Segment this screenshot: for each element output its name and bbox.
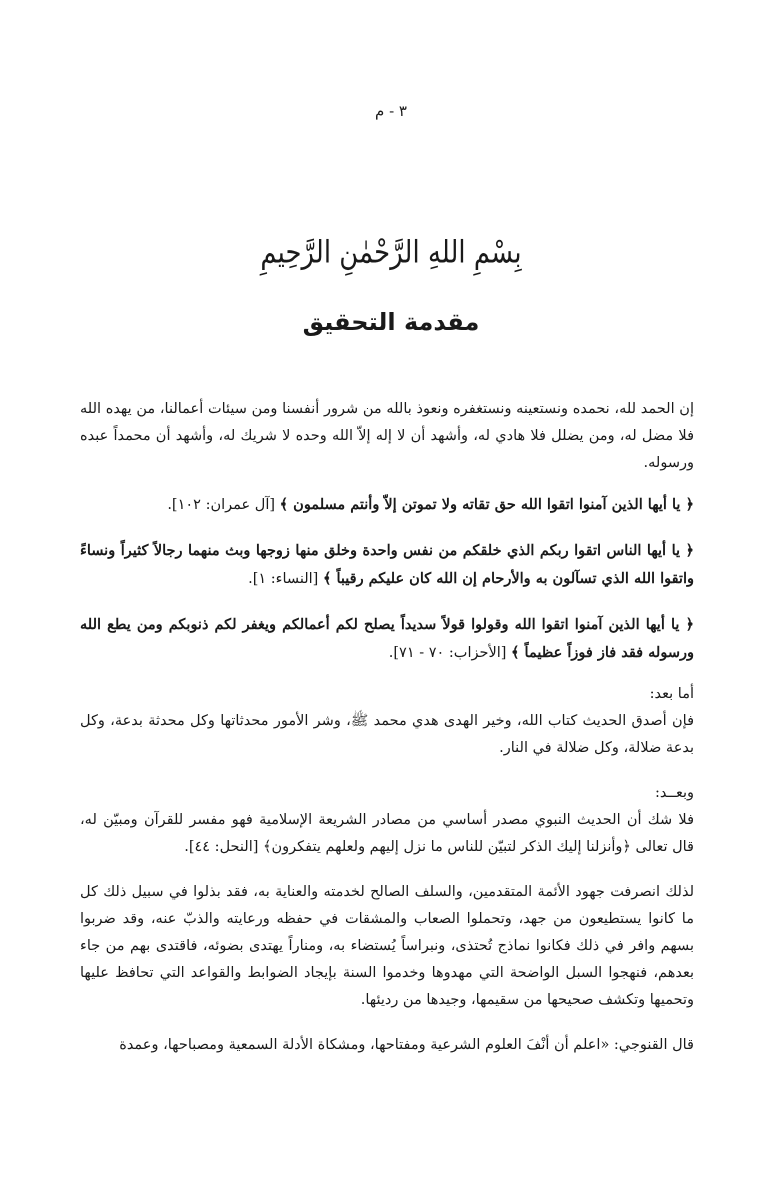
amma-baad-label: أما بعد: [649, 686, 694, 702]
verse-3-ref: [الأحزاب: ٧٠ - ٧١]. [388, 645, 507, 661]
basmala-calligraphy: بِسْمِ اللهِ الرَّحْمٰنِ الرَّحِيمِ [260, 235, 522, 271]
verse-1 [80, 491, 708, 519]
verse-3 [80, 611, 708, 667]
verse-2-ref: [النساء: ١]. [248, 571, 319, 587]
body-text [80, 396, 708, 1059]
paragraph-efforts: لذلك انصرفت جهود الأئمة المتقدمين، والسلف الصالح لخدمته والعناية به، فقد بذلوا في سبيل ذلك كل ما كانوا يستطيعون من جهد، وتحملوا الصعاب والمشقات في حفظه ورعايته والذبّ عنه، وقد ضربوا بسهم وافر في ذلك فكانوا نماذج تُحتذى، ونبراساً يُستضاء به، ومناراً يهتدى بضوئه، فاقتدى بهم من جاء بعدهم، فنهجوا السبل الواضحة التي مهدوها وخدموا السنة بإيجاد الضوابط والقواعد التي تحافظ عليها وتحميها وتكشف صحيحها من سقيمها، وجيدها من رديئها. [80, 884, 694, 1008]
paragraph-sunnah-text: فلا شك أن الحديث النبوي مصدر أساسي من مصادر الشريعة الإسلامية فهو مفسر للقرآن ومبيّن له، قال تعالى ﴿وأنزلنا إليك الذكر لتبيّن للناس ما نزل إليهم ولعلهم يتفكرون﴾ [80, 812, 694, 855]
verse-3-text: ﴿ يا أيها الذين آمنوا اتقوا الله وقولوا قولاً سديداً يصلح لكم أعمالكم ويغفر لكم ذنوبكم ومن يطع الله ورسوله فقد فاز فوزاً عظيماً ﴾ [80, 616, 694, 661]
page-title: مقدمة التحقيق [302, 308, 480, 336]
verse-1-text: ﴿ يا أيها الذين آمنوا اتقوا الله حق تقاته ولا تموتن إلاّ وأنتم مسلمون ﴾ [279, 496, 694, 513]
paragraph-sunnah [80, 807, 708, 861]
paragraph-opening: إن الحمد لله، نحمده ونستعينه ونستغفره ونعوذ بالله من شرور أنفسنا ومن سيئات أعمالنا، من يهده الله فلا مضل له، ومن يضلل فلا هادي له، وأشهد أن لا إله إلاّ الله وحده لا شريك له، وأشهد أن محمداً عبده ورسوله. [80, 401, 694, 471]
paragraph-qannuji: قال القنوجي: «اعلم أن أنْفَ العلوم الشرعية ومفتاحها، ومشكاة الأدلة السمعية ومصباحها، وعمدة [119, 1037, 694, 1053]
verse-1-ref: [آل عمران: ١٠٢]. [167, 497, 276, 513]
verse-2 [80, 537, 708, 593]
paragraph-sunnah-ref: [النحل: ٤٤]. [184, 839, 259, 855]
page-number: ٣ - م [375, 102, 407, 120]
paragraph-hadith: فإن أصدق الحديث كتاب الله، وخير الهدى هدي محمد ﷺ، وشر الأمور محدثاتها وكل محدثة بدعة، وكل بدعة ضلالة، وكل ضلالة في النار. [80, 713, 694, 756]
wa-baad-label: وبعــد: [654, 785, 694, 801]
verse-2-text: ﴿ يا أيها الناس اتقوا ربكم الذي خلقكم من نفس واحدة وخلق منها زوجها وبث منهما رجالاً كثيراً ونساءً واتقوا الله الذي تسآلون به والأرحام إن الله كان عليكم رقيباً ﴾ [80, 542, 694, 587]
